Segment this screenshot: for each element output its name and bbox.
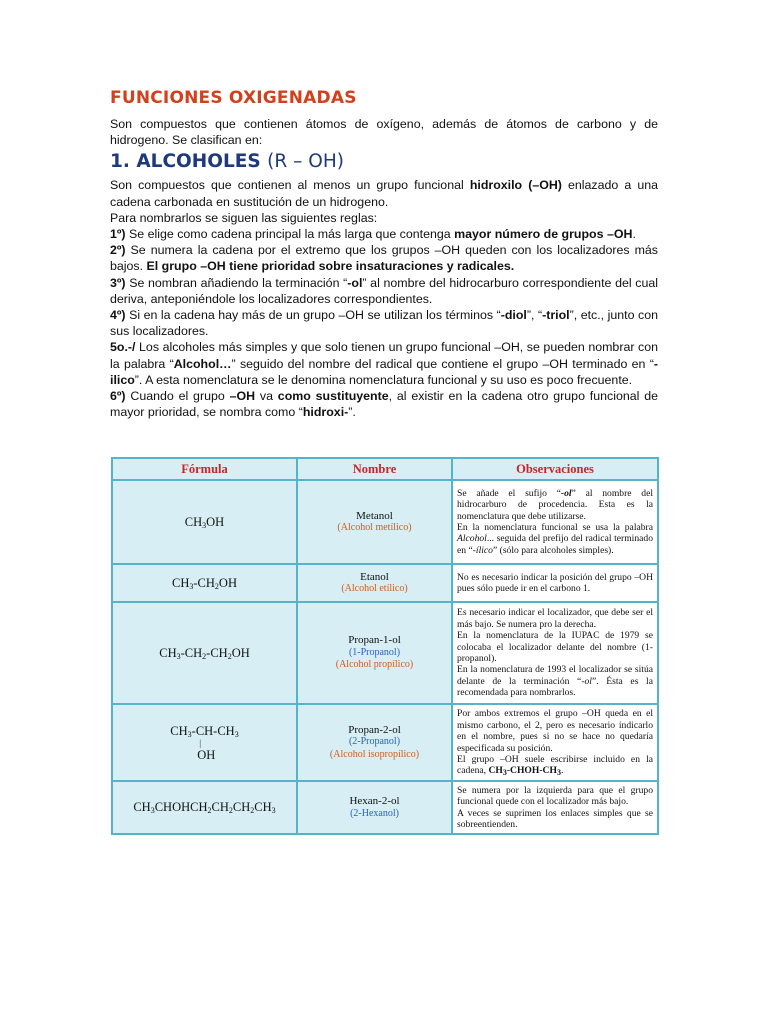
formula-cell: $CH_3OH$ xyxy=(112,480,297,564)
bold-term: como sustituyente xyxy=(277,389,389,404)
compound-name: Propan-2-ol xyxy=(348,723,401,736)
definition-paragraph xyxy=(110,177,658,209)
header-formula: Fórmula xyxy=(112,458,297,480)
alternative-name: (2-Hexanol) xyxy=(350,807,399,819)
alcohols-table xyxy=(111,457,659,835)
formula-chain: $CH_3-CH-CH_3$ xyxy=(170,723,239,739)
structural-formula xyxy=(170,722,238,764)
name-cell xyxy=(297,781,452,834)
functional-name: (Alcohol propílico) xyxy=(335,659,414,671)
bold-term: El grupo –OH tiene prioridad sobre insaturaciones y radicales. xyxy=(146,259,515,274)
compound-name: Propan-1-ol xyxy=(348,634,401,647)
compound-name: Metanol xyxy=(356,509,393,522)
text-run: Son compuestos que contienen al menos un grupo funcional xyxy=(110,178,470,193)
bold-term: Alcohol… xyxy=(173,356,232,371)
hydroxyl-group: OH xyxy=(197,747,216,762)
name-cell xyxy=(297,564,452,602)
compound-name: Etanol xyxy=(360,570,389,583)
formula-cell: $CH_3-CH_2-CH_2OH$ xyxy=(112,602,297,704)
bold-term: –OH xyxy=(229,389,256,404)
functional-name: (Alcohol metílico) xyxy=(337,522,412,533)
table-row xyxy=(112,564,658,602)
table-row xyxy=(112,781,658,834)
text-run: Los alcoholes más simples y que solo tienen un grupo funcional –OH, se pueden nombrar con la palabra “ xyxy=(110,340,658,371)
text-run: . xyxy=(632,227,636,242)
alternative-name: (2-Propanol) xyxy=(348,736,401,748)
rule-number: 4º) xyxy=(110,308,126,323)
observations-cell: Se añade el sufijo “-ol” al nombre del hidrocarburo de procedencia. Esta es la nomenclatura que debe utilizarse. En la nomenclatura funcional se usa la palabra Alcohol... seguida del prefijo del radical terminado en “-ílico” (sólo para alcoholes simples). xyxy=(452,480,658,564)
text-run: Se nombran añadiendo la terminación “ xyxy=(125,275,348,290)
section-title-text: 1. ALCOHOLES xyxy=(110,151,261,173)
text-run: Se elige como cadena principal la más larga que contenga xyxy=(125,227,455,242)
rule-number: 6º) xyxy=(110,389,126,404)
document-body xyxy=(110,88,658,420)
text-run: , al existir en la cadena otro grupo funcional de mayor prioridad, se nombra como “ xyxy=(110,389,658,420)
document-title: FUNCIONES OXIGENADAS xyxy=(110,88,357,108)
observations-cell: Es necesario indicar el localizador, que debe ser el más bajo. Se numera pro la derecha. En la nomenclatura de la IUPAC de 1979 se colocaba el localizador delante del nombre (1-propanol). En la nomenclatura de 1993 el localizador se sitúa delante de la terminación “-ol”. Ésta es la recomendada para nombrarlos. xyxy=(452,602,658,704)
bold-term: -diol xyxy=(500,308,527,323)
bold-term: -ilico xyxy=(110,356,658,387)
functional-name: (Alcohol isopropílico) xyxy=(329,748,420,760)
header-observations: Observaciones xyxy=(452,458,658,480)
section-title xyxy=(110,151,658,172)
functional-name: (Alcohol etílico) xyxy=(341,583,408,594)
header-name: Nombre xyxy=(297,458,452,480)
compound-name: Hexan-2-ol xyxy=(349,795,400,807)
bold-term: -ol xyxy=(347,275,363,290)
bold-term: hidroxilo (–OH) xyxy=(469,178,562,193)
alternative-name: (1-Propanol) xyxy=(348,646,401,658)
text-run: ” al nombre del hidrocarburo correspondiente del cual deriva, anteponiéndole los localizadores correspondientes. xyxy=(110,275,658,306)
text-run: Si en la cadena hay más de un grupo –OH se utilizan los términos “ xyxy=(125,308,501,323)
rule-number: 2º) xyxy=(110,243,126,258)
bold-term: -triol xyxy=(542,308,570,323)
rule-6 xyxy=(110,388,658,420)
observations-cell: No es necesario indicar la posición del grupo –OH pues sólo puede ir en el carbono 1. xyxy=(452,564,658,602)
formula-cell xyxy=(112,704,297,781)
text-run: Se numera la cadena por el extremo que los grupos –OH queden con los localizadores más bajos. xyxy=(110,243,658,274)
text-run: enlazado a una cadena carbonada en sustitución de un hidrogeno. xyxy=(110,178,659,209)
text-run: ”. xyxy=(348,405,356,420)
text-run: ” seguido del nombre del radical que contiene el grupo –OH terminado en “ xyxy=(231,356,654,371)
text-run: ”, “ xyxy=(526,308,543,323)
name-cell xyxy=(297,602,452,704)
rule-number: 3º) xyxy=(110,275,126,290)
rule-3 xyxy=(110,275,658,307)
rule-1 xyxy=(110,226,658,242)
table-row xyxy=(112,480,658,564)
formula-cell: $CH_3CHOHCH_2CH_2CH_2CH_3$ xyxy=(112,781,297,834)
table-header-row xyxy=(112,458,658,480)
bond-line: | xyxy=(199,737,202,748)
rule-4 xyxy=(110,307,658,339)
table-row xyxy=(112,602,658,704)
section-title-formula: (R – OH) xyxy=(267,151,344,173)
rule-2 xyxy=(110,242,658,274)
bold-term: mayor número de grupos –OH xyxy=(454,227,633,242)
intro-paragraph: Son compuestos que contienen átomos de oxígeno, además de átomos de carbono y de hidrogeno. Se clasifican en: xyxy=(110,117,658,148)
text-run: va xyxy=(255,389,278,404)
text-run: ”. A esta nomenclatura se le denomina nomenclatura funcional y su uso es poco frecuente. xyxy=(134,372,633,387)
text-run: Cuando el grupo xyxy=(125,389,230,404)
name-cell xyxy=(297,704,452,781)
formula-cell: $CH_3-CH_2OH$ xyxy=(112,564,297,602)
rule-5 xyxy=(110,339,658,388)
bold-term: hidroxi- xyxy=(302,405,349,420)
observations-cell: Por ambos extremos el grupo –OH queda en el mismo carbono, el 2, pero es necesario indicarlo en el nombre, pues si no se hace no quedaría especificada su posición. El grupo –OH suele escribirse incluido en la cadena, $CH_3-CHOH-CH_3$. xyxy=(452,704,658,781)
observations-cell: Se numera por la izquierda para que el grupo funcional quede con el localizador más bajo. A veces se suprimen los enlaces simples que se sobreentienden. xyxy=(452,781,658,834)
text-run: ”, etc., junto con sus localizadores. xyxy=(110,308,658,339)
rule-number: 1º) xyxy=(110,227,126,242)
rule-number: 5o.-/ xyxy=(110,340,136,355)
name-cell xyxy=(297,480,452,564)
table-row xyxy=(112,704,658,781)
rules-intro: Para nombrarlos se siguen las siguientes reglas: xyxy=(110,210,378,225)
